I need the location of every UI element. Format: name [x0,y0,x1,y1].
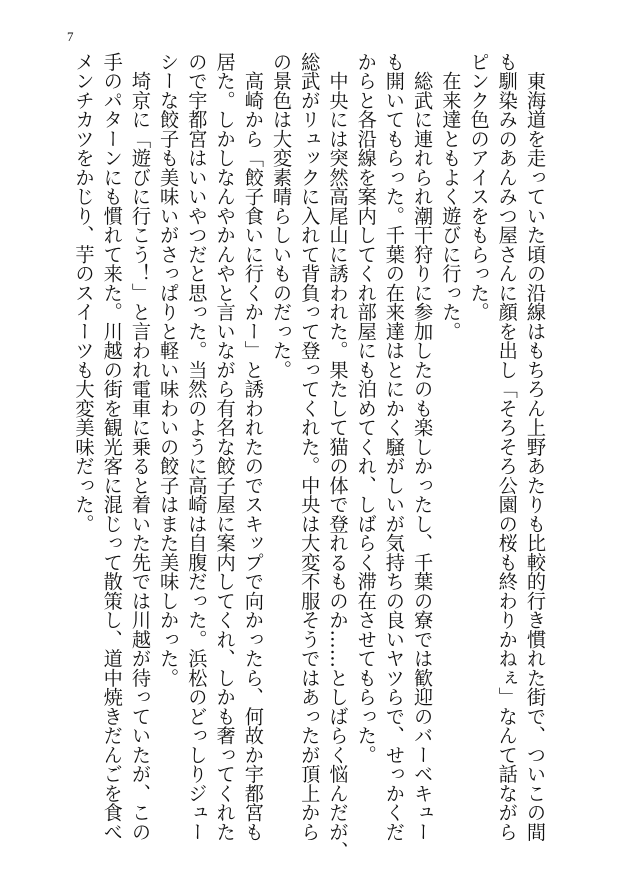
text-line: も開いてもらった。千葉の在来達はとにかく騒がしいが気持ちの良いヤツらで、せっかくだ [382,52,406,842]
text-line: からと各沿線を案内してくれ部屋にも泊めてくれ、しばらく滞在させてもらった。 [354,52,378,765]
text-line: の景色は大変素晴らしいものだった。 [270,52,294,380]
text-line: 居た。しかしなんやかんやと言いながら有名な餃子屋に案内してくれ、しかも奢ってくれた [213,52,237,842]
text-line: も馴染みのあんみつ屋さんに顔を出し「そろそろ公園の桜も終わりかねぇ」なんて話ながら [495,52,519,842]
vertical-text-body [59,52,549,861]
text-line: 東海道を走っていた頃の沿線はもちろん上野あたりも比較的行き慣れた街で、ついこの間 [524,52,547,842]
text-line: 高崎から「餃子食いに行くかー」と誘われたのでスキップで向かったら、何故か宇都宮も [241,52,265,842]
text-line: 在来達ともよく遊びに行った。 [439,52,463,341]
text-line: 総武に連れられ潮干狩りに参加したのも楽しかったし、千葉の寮では歓迎のバーベキュー [411,52,435,842]
text-line: 中央には突然高尾山に誘われた。果たして猫の体で登れるものか……としばらく悩んだが、 [326,52,350,861]
text-line: ピンク色のアイスをもらった。 [467,52,491,322]
text-line: 埼京に「遊びに行こう！」と言われ電車に乗ると着いた先では川越が待っていたが、この [128,52,152,842]
text-line: ので宇都宮はいいやつだと思った。当然のように高崎は自腹だった。浜松のどっしりジュー [185,52,209,842]
text-line: シーな餃子も美味いがさっぱりと軽い味わいの餃子はまた美味しかった。 [157,52,181,688]
text-line: メンチカツをかじり、芋のスイーツも大変美味だった。 [72,52,96,534]
text-line: 総武がリュックに入れて背負って登ってくれた。中央は大変不服そうではあったが頂上から [298,52,322,842]
page-number: 7 [67,29,74,44]
text-line: 手のパターンにも慣れて来た。川越の街を観光客に混じって散策し、道中焼きだんごを食べ [100,52,124,842]
